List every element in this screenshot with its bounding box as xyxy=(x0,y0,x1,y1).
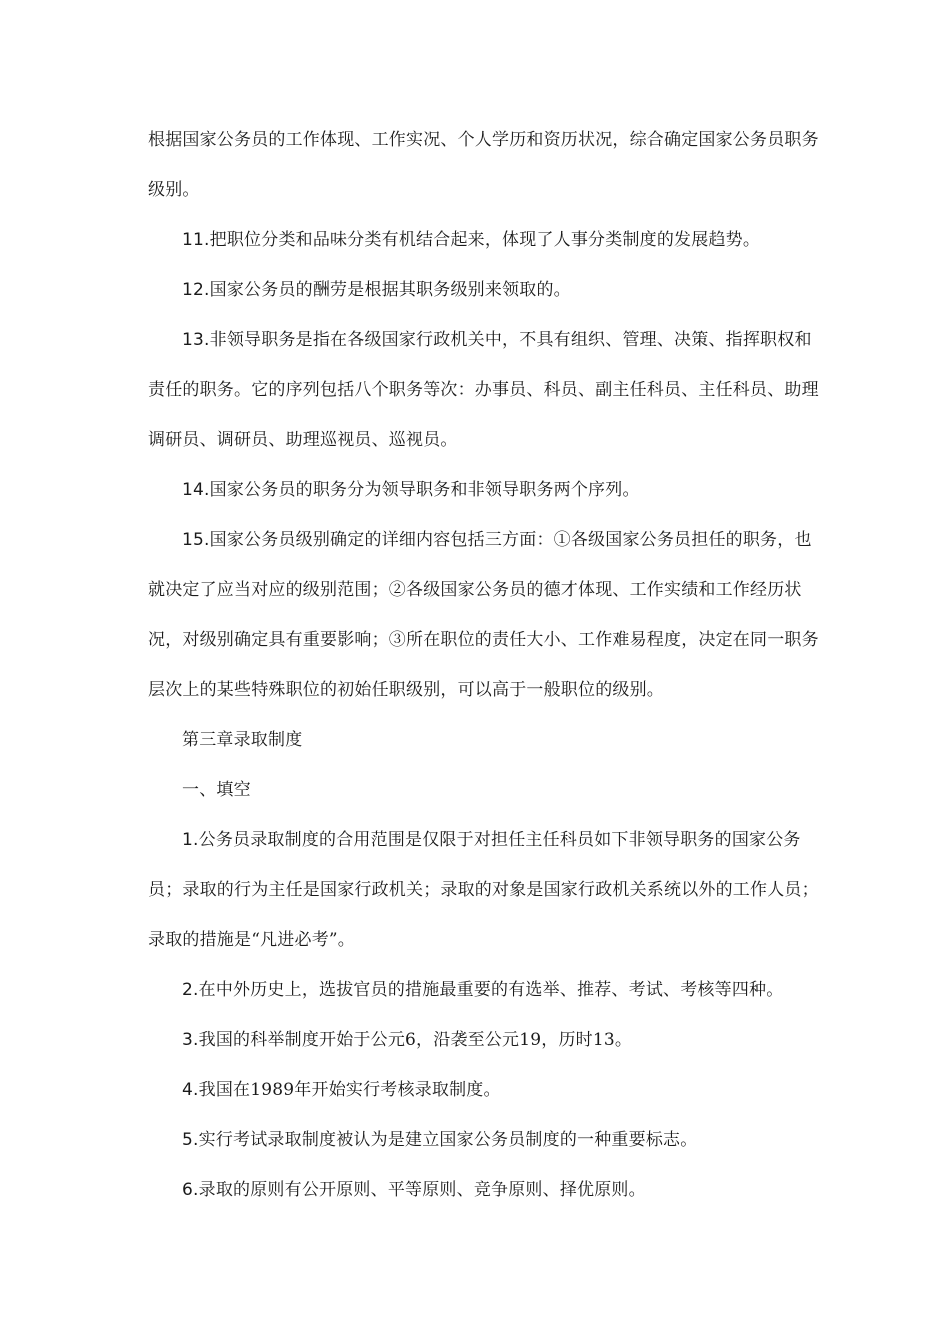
paragraph-line: 级别。 xyxy=(148,180,200,200)
paragraph-line: 责任的职务。它的序列包括八个职务等次：办事员、科员、副主任科员、主任科员、助理 xyxy=(148,380,819,400)
section-heading: 一、填空 xyxy=(182,780,251,800)
item-number: 14. xyxy=(182,480,210,500)
list-item: 5.实行考试录取制度被认为是建立国家公务员制度的一种重要标志。 xyxy=(182,1130,698,1150)
item-number: 12. xyxy=(182,280,210,300)
item-number: 15. xyxy=(182,530,210,550)
document-body xyxy=(148,118,819,1218)
chapter-heading: 第三章录取制度 xyxy=(182,730,303,750)
list-item: 2.在中外历史上，选拔官员的措施最重要的有选举、推荐、考试、考核等四种。 xyxy=(182,980,784,1000)
paragraph-line: 就决定了应当对应的级别范围；②各级国家公务员的德才体现、工作实绩和工作经历状 xyxy=(148,580,802,600)
list-item: 6.录取的原则有公开原则、平等原则、竞争原则、择优原则。 xyxy=(182,1180,646,1200)
item-number: 5. xyxy=(182,1130,199,1150)
list-item: 4.我国在1989年开始实行考核录取制度。 xyxy=(182,1080,501,1100)
paragraph-line: 况，对级别确定具有重要影响；③所在职位的责任大小、工作难易程度，决定在同一职务 xyxy=(148,630,819,650)
list-item: 3.我国的科举制度开始于公元6，沿袭至公元19，历时13。 xyxy=(182,1030,633,1050)
paragraph-line: 录取的措施是“凡进必考”。 xyxy=(148,930,355,950)
paragraph-line: 员；录取的行为主任是国家行政机关；录取的对象是国家行政机关系统以外的工作人员； xyxy=(148,880,819,900)
paragraph-line: 根据国家公务员的工作体现、工作实况、个人学历和资历状况，综合确定国家公务员职务 xyxy=(148,130,819,150)
list-item: 12.国家公务员的酬劳是根据其职务级别来领取的。 xyxy=(182,280,571,300)
paragraph-line: 调研员、调研员、助理巡视员、巡视员。 xyxy=(148,430,458,450)
item-number: 13. xyxy=(182,330,210,350)
list-item: 11.把职位分类和品味分类有机结合起来，体现了人事分类制度的发展趋势。 xyxy=(182,230,761,250)
list-item: 1.公务员录取制度的合用范围是仅限于对担任主任科员如下非领导职务的国家公务 xyxy=(182,830,801,850)
item-number: 11. xyxy=(182,230,210,250)
list-item: 13.非领导职务是指在各级国家行政机关中，不具有组织、管理、决策、指挥职权和 xyxy=(182,330,812,350)
list-item: 15.国家公务员级别确定的详细内容包括三方面：①各级国家公务员担任的职务，也 xyxy=(182,530,812,550)
list-item: 14.国家公务员的职务分为领导职务和非领导职务两个序列。 xyxy=(182,480,640,500)
item-number: 1. xyxy=(182,830,199,850)
item-number: 2. xyxy=(182,980,199,1000)
item-number: 6. xyxy=(182,1180,199,1200)
paragraph-line: 层次上的某些特殊职位的初始任职级别，可以高于一般职位的级别。 xyxy=(148,680,664,700)
item-number: 4. xyxy=(182,1080,199,1100)
item-number: 3. xyxy=(182,1030,199,1050)
